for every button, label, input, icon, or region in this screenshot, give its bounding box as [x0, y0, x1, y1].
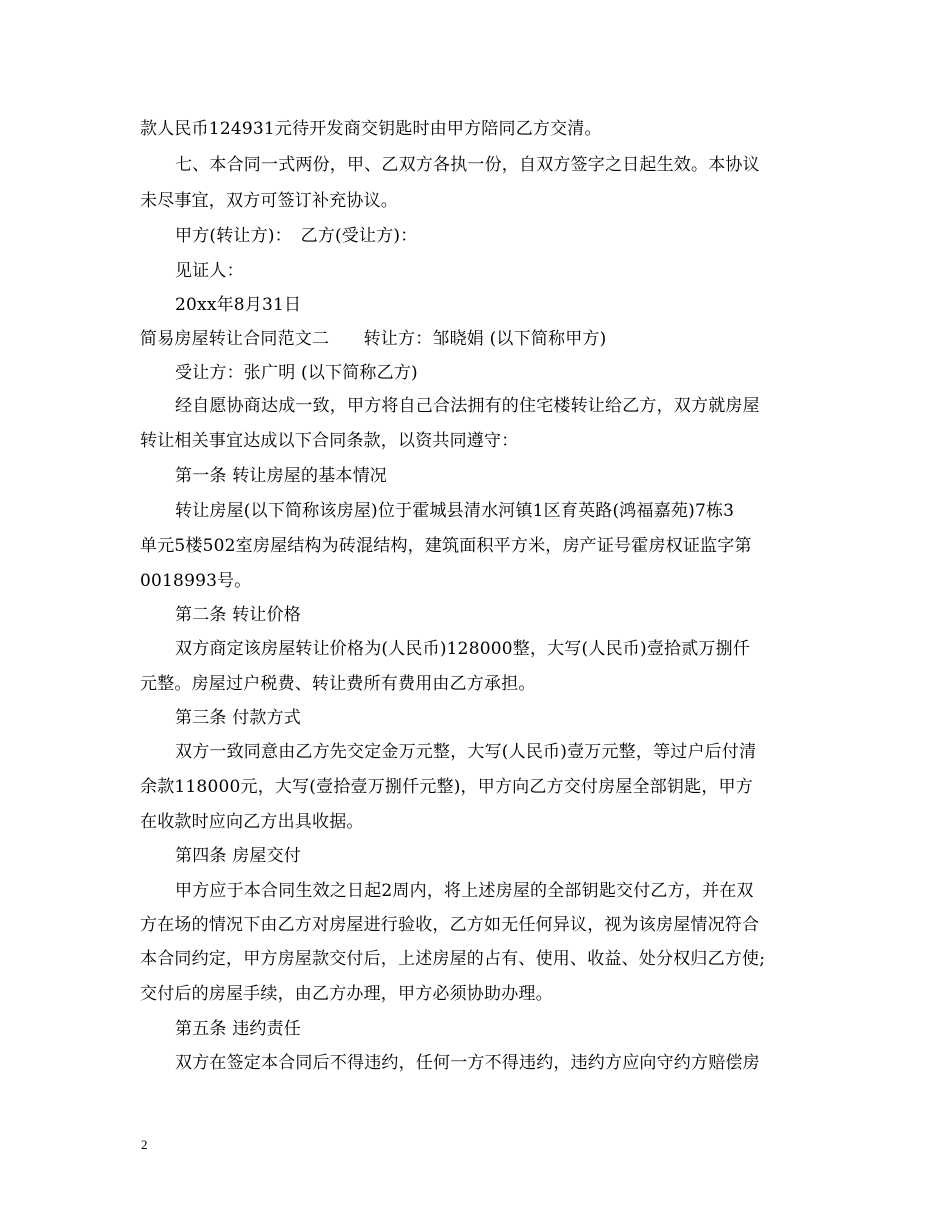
- section-heading: 第二条 转让价格: [175, 605, 302, 625]
- text-line: 甲方应于本合同生效之日起2周内，将上述房屋的全部钥匙交付乙方，并在双: [175, 881, 754, 901]
- text-line: 20xx年8月31日: [175, 295, 302, 315]
- text-line: 未尽事宜，双方可签订补充协议。: [140, 191, 398, 211]
- text-line: 双方在签定本合同后不得违约，任何一方不得违约，违约方应向守约方赔偿房: [175, 1053, 760, 1073]
- text-line: 简易房屋转让合同范文二 转让方：邹晓娟 (以下简称甲方): [140, 329, 607, 349]
- text-line: 转让房屋(以下简称该房屋)位于霍城县清水河镇1区育英路(鸿福嘉苑)7栋3: [175, 501, 735, 521]
- text-line: 双方商定该房屋转让价格为(人民币)128000整，大写(人民币)壹拾贰万捌仟: [175, 639, 751, 659]
- section-heading: 第五条 违约责任: [175, 1019, 302, 1039]
- text-line: 款人民币124931元待开发商交钥匙时由甲方陪同乙方交清。: [140, 119, 602, 139]
- text-line: 交付后的房屋手续，由乙方办理，甲方必须协助办理。: [140, 984, 553, 1004]
- text-line: 受让方：张广明 (以下简称乙方): [175, 363, 418, 383]
- section-heading: 第四条 房屋交付: [175, 846, 302, 866]
- text-line: 见证人：: [175, 261, 244, 281]
- section-heading: 第三条 付款方式: [175, 708, 302, 728]
- text-line: 方在场的情况下由乙方对房屋进行验收，乙方如无任何异议，视为该房屋情况符合: [140, 915, 760, 935]
- section-heading: 第一条 转让房屋的基本情况: [175, 466, 388, 486]
- page-number: 2: [141, 1137, 148, 1152]
- text-line: 转让相关事宜达成以下合同条款，以资共同遵守：: [140, 431, 519, 451]
- text-line: 七、本合同一式两份，甲、乙双方各执一份，自双方签字之日起生效。本协议: [175, 155, 760, 175]
- text-line: 余款118000元，大写(壹拾壹万捌仟元整)，甲方向乙方交付房屋全部钥匙，甲方: [140, 777, 753, 797]
- text-line: 经自愿协商达成一致，甲方将自己合法拥有的住宅楼转让给乙方，双方就房屋: [175, 396, 760, 416]
- text-line: 双方一致同意由乙方先交定金万元整，大写(人民币)壹万元整，等过户后付清: [175, 742, 757, 762]
- text-line: 元整。房屋过户税费、转让费所有费用由乙方承担。: [140, 674, 536, 694]
- text-line: 单元5楼502室房屋结构为砖混结构，建筑面积平方米，房产证号霍房权证监字第: [140, 536, 752, 556]
- text-line: 本合同约定，甲方房屋款交付后，上述房屋的占有、使用、收益、处分权归乙方使;: [140, 949, 766, 969]
- text-line: 甲方(转让方)： 乙方(受让方)：: [175, 226, 418, 246]
- text-line: 0018993号。: [140, 571, 252, 591]
- text-line: 在收款时应向乙方出具收据。: [140, 812, 364, 832]
